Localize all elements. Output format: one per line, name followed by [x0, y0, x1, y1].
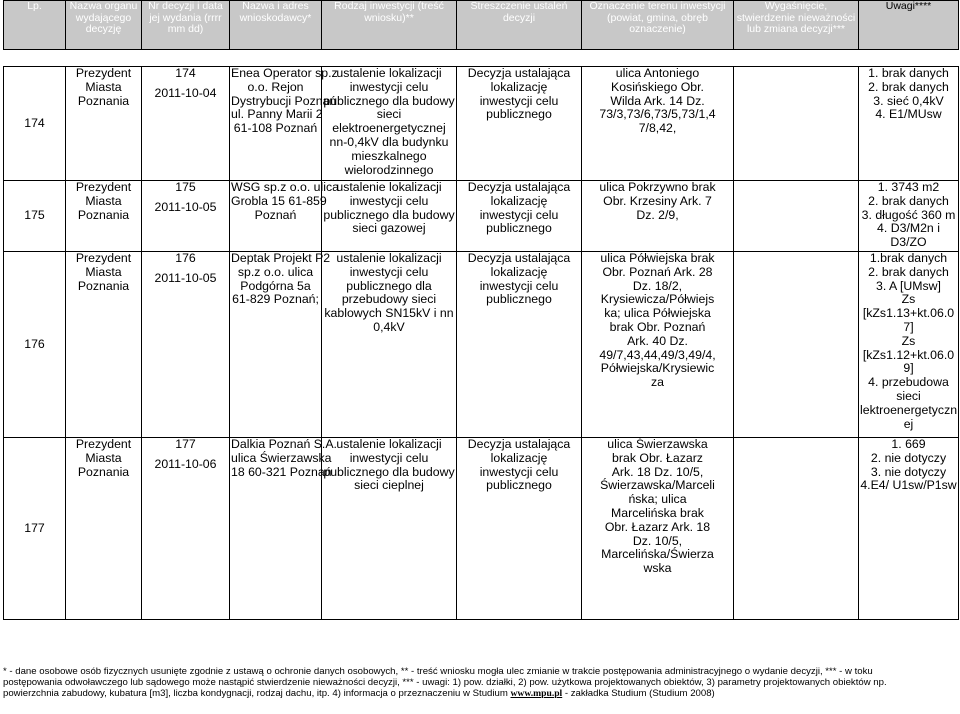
cell-terrain [582, 67, 734, 181]
cell-lp: 176 [4, 252, 66, 438]
cell-organ-line: Miasta [85, 193, 122, 208]
cell-organ-line: Prezydent [75, 437, 132, 451]
cell-terrain-line: Obr. Krzesiny Ark. 7 [603, 193, 712, 208]
mpu-link[interactable]: www.mpu.pl [510, 688, 563, 699]
cell-notes-line: Zs [901, 333, 916, 348]
cell-summary-line: publicznego [486, 292, 552, 307]
cell-expiry [734, 438, 859, 620]
column-header: Nazwa i adres wnioskodawcy* [230, 1, 322, 50]
cell-organ-line: Miasta [85, 450, 122, 465]
column-header: Wygaśnięcie, stwierdzenie nieważności lub zmiana decyzji*** [734, 1, 859, 50]
decisions-table [3, 0, 959, 620]
cell-terrain-line: 49/7,43,44,49/3,49/4, [599, 347, 716, 362]
cell-notes-line: 3. długość 360 m [861, 207, 956, 222]
cell-investment-type-line: elektroenergetycznej [332, 121, 446, 136]
cell-decision-number [142, 67, 230, 181]
cell-terrain-line: Krysiewicza/Półwiejs [600, 292, 715, 307]
cell-notes-line: 3. A [UMsw] [876, 278, 941, 293]
cell-applicant [230, 180, 339, 252]
cell-lp: 177 [4, 438, 66, 620]
cell-organ-line: Prezydent [75, 180, 132, 194]
cell-terrain-line: Obr. Poznań Ark. 28 [602, 264, 713, 279]
cell-applicant-line: 18 60-321 Poznań [231, 464, 332, 479]
cell-summary [457, 181, 582, 252]
cell-summary-line: inwestycji celu [479, 464, 559, 479]
cell-applicant-line: WSG sp.z o.o. ulica [231, 180, 339, 194]
cell-applicant-line: sp.z o.o. ulica [237, 264, 314, 279]
cell-terrain-line: Marcelińska brak [611, 505, 704, 520]
decision-date: 2011-10-04 [154, 85, 217, 100]
cell-terrain-line: Świerzawska/Marceli [600, 478, 715, 493]
cell-organ-line: Miasta [85, 79, 122, 94]
cell-investment-type-line: 0,4kV [373, 319, 405, 334]
cell-organ-line: Poznania [77, 207, 130, 222]
cell-investment-type-line: inwestycji celu [349, 450, 429, 465]
cell-applicant-line: 61-829 Poznań; [232, 292, 319, 307]
cell-summary-line: Decyzja ustalająca [467, 66, 571, 80]
cell-terrain-line: brak Obr. Łazarz [612, 450, 703, 465]
column-header: Nr decyzji i data jej wydania (rrrr mm dd) [142, 1, 230, 50]
cell-terrain-line: brak Obr. Poznań [609, 319, 706, 334]
footnote-line-2: postępowania odwoławczego lub sądowego może nastąpić stwierdzenie nieważności decyzji, *** - uwagi: 1) pow. działki, 2) pow. użytkowa projektowanych obiektów, 3) parametry projektowanych obiektów np. [3, 677, 887, 688]
cell-organ-line: Poznania [77, 464, 130, 479]
cell-terrain-line: Półwiejska/Krysiewic [600, 361, 715, 376]
cell-lp: 174 [4, 67, 66, 181]
cell-terrain-line: za [651, 375, 664, 390]
cell-applicant-line: Dalkia Poznań S.A. [231, 437, 337, 451]
cell-summary-line: publicznego [486, 107, 552, 122]
cell-organ-line: Prezydent [75, 66, 132, 80]
cell-notes-line: 3. nie dotyczy [870, 464, 947, 479]
cell-expiry [734, 181, 859, 252]
cell-notes-line: 4. E1/MUsw [875, 107, 942, 122]
decision-number: 174 [175, 66, 196, 80]
cell-decision-number [142, 252, 230, 438]
column-header: Uwagi**** [859, 1, 959, 50]
cell-terrain-line: 73/3,73/6,73/5,73/1,4 [599, 107, 716, 122]
decision-date: 2011-10-05 [154, 270, 217, 285]
cell-investment-type-line: wielorodzinnego [344, 162, 434, 177]
cell-investment-type-line: sieci gazowej [352, 221, 426, 236]
cell-investment-type-line: ustalenie lokalizacji [336, 66, 442, 80]
cell-terrain-line: Wilda Ark. 14 Dz. [610, 93, 705, 108]
header-spacer [4, 50, 959, 67]
cell-applicant-line: ul. Panny Marii 2 [231, 107, 323, 122]
cell-investment-type-line: ustalenie lokalizacji [336, 251, 442, 265]
cell-notes-line: lektroenergetyczn [860, 402, 958, 417]
cell-investment-type-line: nn-0,4kV dla budynku [329, 134, 449, 149]
cell-organ-line: Poznania [77, 93, 130, 108]
cell-lp: 175 [4, 181, 66, 252]
cell-organ [66, 181, 142, 252]
cell-applicant-line: Dystrybucji Poznań [231, 93, 337, 108]
cell-applicant-line: o.o. Rejon [247, 79, 304, 94]
cell-terrain-line: Ark. 18 Dz. 10/5, [611, 464, 704, 479]
cell-notes-line: D3/ZO [890, 235, 927, 250]
cell-applicant [230, 66, 338, 181]
cell-applicant-line: Enea Operator sp.z [231, 66, 338, 80]
cell-terrain-line: wska [643, 561, 672, 576]
cell-investment-type [322, 438, 457, 620]
column-header: Oznaczenie terenu inwestycji (powiat, gmina, obręb oznaczenie) [582, 1, 734, 50]
cell-summary-line: Decyzja ustalająca [467, 180, 571, 194]
cell-summary-line: lokalizację [490, 79, 548, 94]
cell-notes-line: 1. brak danych [868, 66, 949, 80]
cell-notes [859, 252, 959, 438]
cell-applicant [230, 251, 331, 438]
cell-terrain [582, 438, 734, 620]
column-header: Rodzaj inwestycji (treść wniosku)** [322, 1, 457, 50]
cell-notes-line: 2. nie dotyczy [870, 450, 947, 465]
cell-terrain [582, 181, 734, 252]
cell-applicant-line: 61-108 Poznań [233, 121, 318, 136]
cell-applicant-line: Podgórna 5a [240, 278, 311, 293]
cell-organ [66, 67, 142, 181]
cell-notes-line: 1. 669 [891, 437, 926, 451]
cell-investment-type [322, 67, 457, 181]
cell-summary-line: publicznego [486, 221, 552, 236]
cell-notes-line: 4.E4/ U1sw/P1sw [860, 478, 957, 493]
cell-notes-line: 1. 3743 m2 [877, 180, 940, 194]
cell-investment-type-line: mieszkalnego [351, 148, 427, 163]
cell-summary-line: inwestycji celu [479, 93, 559, 108]
cell-notes-line: 2. brak danych [868, 79, 949, 94]
cell-notes-line: 3. sieć 0,4kV [873, 93, 944, 108]
decision-number: 177 [175, 437, 196, 451]
table-row [4, 438, 959, 620]
cell-terrain-line: ulica Półwiejska brak [600, 251, 715, 265]
cell-investment-type-line: sieci cieplnej [354, 478, 424, 493]
cell-applicant-line: ulica Świerzawska [231, 450, 332, 465]
cell-decision-number [142, 438, 230, 620]
cell-notes-line: Zs [901, 292, 916, 307]
cell-notes-line: 7] [903, 319, 914, 334]
cell-terrain [582, 252, 734, 438]
cell-terrain-line: Dz. 2/9, [636, 207, 679, 222]
cell-applicant [230, 437, 337, 620]
decision-number: 175 [175, 180, 196, 194]
decision-date: 2011-10-05 [154, 199, 217, 214]
cell-terrain-line: Ark. 40 Dz. [627, 333, 688, 348]
decision-number: 176 [175, 251, 196, 265]
cell-terrain-line: Dz. 18/2, [632, 278, 683, 293]
cell-investment-type-line: publicznego dla [346, 278, 432, 293]
cell-terrain-line: ulica Pokrzywno brak [599, 180, 716, 194]
cell-terrain-line: Dz. 10/5, [632, 533, 683, 548]
cell-summary [457, 252, 582, 438]
cell-expiry [734, 252, 859, 438]
cell-investment-type-line: publicznego dla budowy [323, 207, 455, 222]
cell-applicant-line: Deptak Projekt P2 [231, 251, 331, 265]
cell-summary-line: Decyzja ustalająca [467, 437, 571, 451]
cell-terrain-line: Kosińskiego Obr. [611, 79, 704, 94]
cell-applicant-line: Grobla 15 61-859 [231, 193, 327, 208]
cell-terrain-line: Obr. Łazarz Ark. 18 [604, 519, 711, 534]
cell-terrain-line: 7/8,42, [638, 121, 677, 136]
cell-terrain-line: ulica Antoniego [615, 66, 700, 80]
cell-investment-type-line: inwestycji celu [349, 79, 429, 94]
cell-terrain-line: ńska; ulica [628, 492, 687, 507]
cell-investment-type-line: inwestycji celu [349, 193, 429, 208]
cell-decision-number [142, 181, 230, 252]
cell-summary [457, 438, 582, 620]
cell-summary-line: Decyzja ustalająca [467, 251, 571, 265]
table-header-row [4, 1, 959, 50]
cell-summary-line: inwestycji celu [479, 278, 559, 293]
cell-investment-type-line: ustalenie lokalizacji [336, 437, 442, 451]
cell-organ-line: Miasta [85, 264, 122, 279]
cell-applicant-line: Poznań [254, 207, 297, 222]
cell-notes-line: 2. brak danych [868, 193, 949, 208]
cell-terrain-line: ka; ulica Półwiejska [604, 306, 711, 321]
column-header: Lp. [4, 1, 66, 50]
column-header: Streszczenie ustaleń decyzji [457, 1, 582, 50]
cell-summary-line: inwestycji celu [479, 207, 559, 222]
cell-summary-line: lokalizację [490, 264, 548, 279]
cell-investment-type-line: sieci [376, 107, 402, 122]
table-row [4, 252, 959, 438]
cell-organ-line: Prezydent [75, 251, 132, 265]
cell-terrain-line: Marcelińska/Świerza [601, 547, 714, 562]
cell-notes-line: 4. D3/M2n i [877, 221, 940, 236]
cell-terrain-line: ulica Świerzawska [607, 437, 708, 451]
cell-notes [859, 181, 959, 252]
cell-organ [66, 438, 142, 620]
footnote-line-3: powierzchnia zabudowy, kubatura [m3], liczba kondygnacji, rodzaj dachu, itp. 4) informacja o przeznaczeniu w Studium [3, 688, 511, 699]
table-row [4, 181, 959, 252]
cell-notes-line: sieci [896, 388, 921, 403]
cell-investment-type [322, 181, 457, 252]
cell-notes [859, 438, 959, 620]
decision-date: 2011-10-06 [154, 456, 217, 471]
cell-notes-line: 2. brak danych [868, 264, 949, 279]
cell-notes-line: 1.brak danych [869, 251, 948, 265]
column-header: Nazwa organu wydającego decyzję [66, 1, 142, 50]
cell-notes-line: [kZs1.12+kt.06.0 [862, 347, 955, 362]
cell-notes-line: ej [903, 416, 914, 431]
cell-organ-line: Poznania [77, 278, 130, 293]
cell-organ [66, 252, 142, 438]
cell-investment-type-line: kablowych SN15kV i nn [324, 306, 454, 321]
cell-investment-type-line: inwestycji celu [349, 264, 429, 279]
table-row [4, 67, 959, 181]
cell-notes-line: 4. przebudowa [868, 375, 949, 390]
cell-summary-line: lokalizację [490, 450, 548, 465]
cell-investment-type-line: publicznego dla budowy [323, 93, 455, 108]
cell-notes-line: [kZs1.13+kt.06.0 [862, 306, 955, 321]
cell-investment-type-line: ustalenie lokalizacji [336, 180, 442, 194]
cell-summary-line: publicznego [486, 478, 552, 493]
cell-investment-type-line: przebudowy sieci [341, 292, 437, 307]
cell-investment-type [322, 252, 457, 438]
cell-expiry [734, 67, 859, 181]
footnote [3, 666, 958, 699]
cell-summary [457, 67, 582, 181]
footnote-line-3-end: - zakładka Studium (Studium 2008) [562, 688, 715, 699]
footnote-line-1: * - dane osobowe osób fizycznych usunięte zgodnie z ustawą o ochronie danych osobowych, ** - treść wniosku mogła ulec zmianie w trakcie postępowania administracyjnego o wydanie decyzji, *** - w toku [3, 666, 873, 677]
cell-summary-line: lokalizację [490, 193, 548, 208]
cell-notes-line: 9] [903, 361, 914, 376]
cell-investment-type-line: publicznego dla budowy [323, 464, 455, 479]
cell-notes [859, 67, 959, 181]
